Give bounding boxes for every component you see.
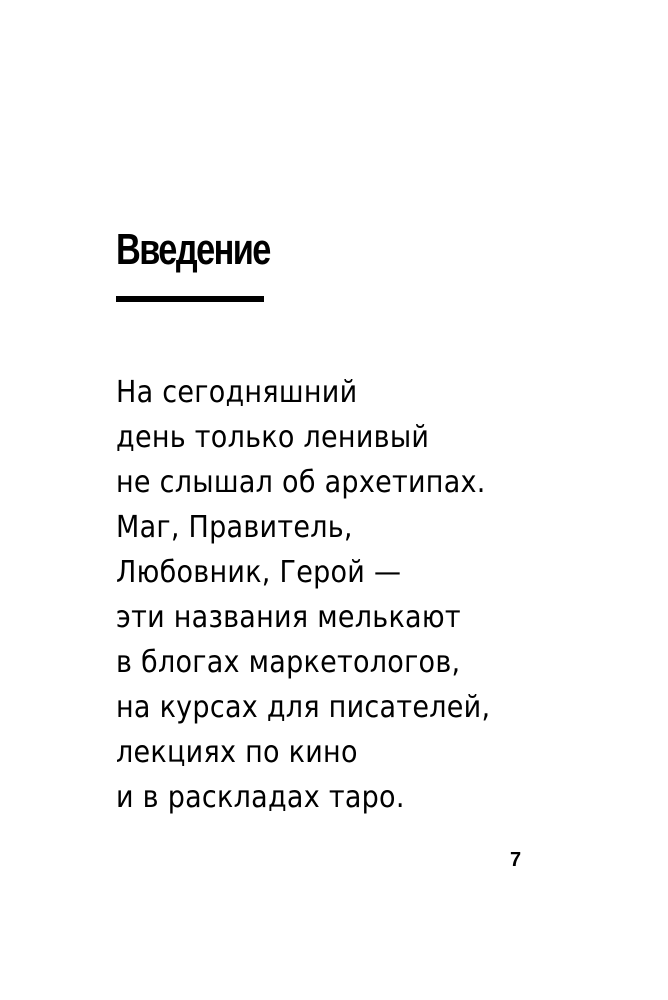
body-line: день только ленивый	[116, 420, 430, 455]
body-line: на курсах для писателей,	[116, 690, 491, 725]
body-line: в блогах маркетологов,	[116, 645, 461, 680]
body-line: не слышал об архетипах.	[116, 465, 486, 500]
body-line: лекциях по кино	[116, 735, 358, 770]
body-line: эти названия мелькают	[116, 600, 461, 635]
body-line: Любовник, Герой —	[116, 555, 402, 590]
body-line: Маг, Правитель,	[116, 510, 353, 545]
chapter-title: Введение	[116, 225, 270, 274]
body-line: и в раскладах таро.	[116, 780, 405, 815]
page-number: 7	[510, 849, 522, 871]
body-paragraph	[116, 370, 556, 820]
body-line: На сегодняшний	[116, 375, 358, 410]
title-underline-rule	[116, 296, 264, 302]
